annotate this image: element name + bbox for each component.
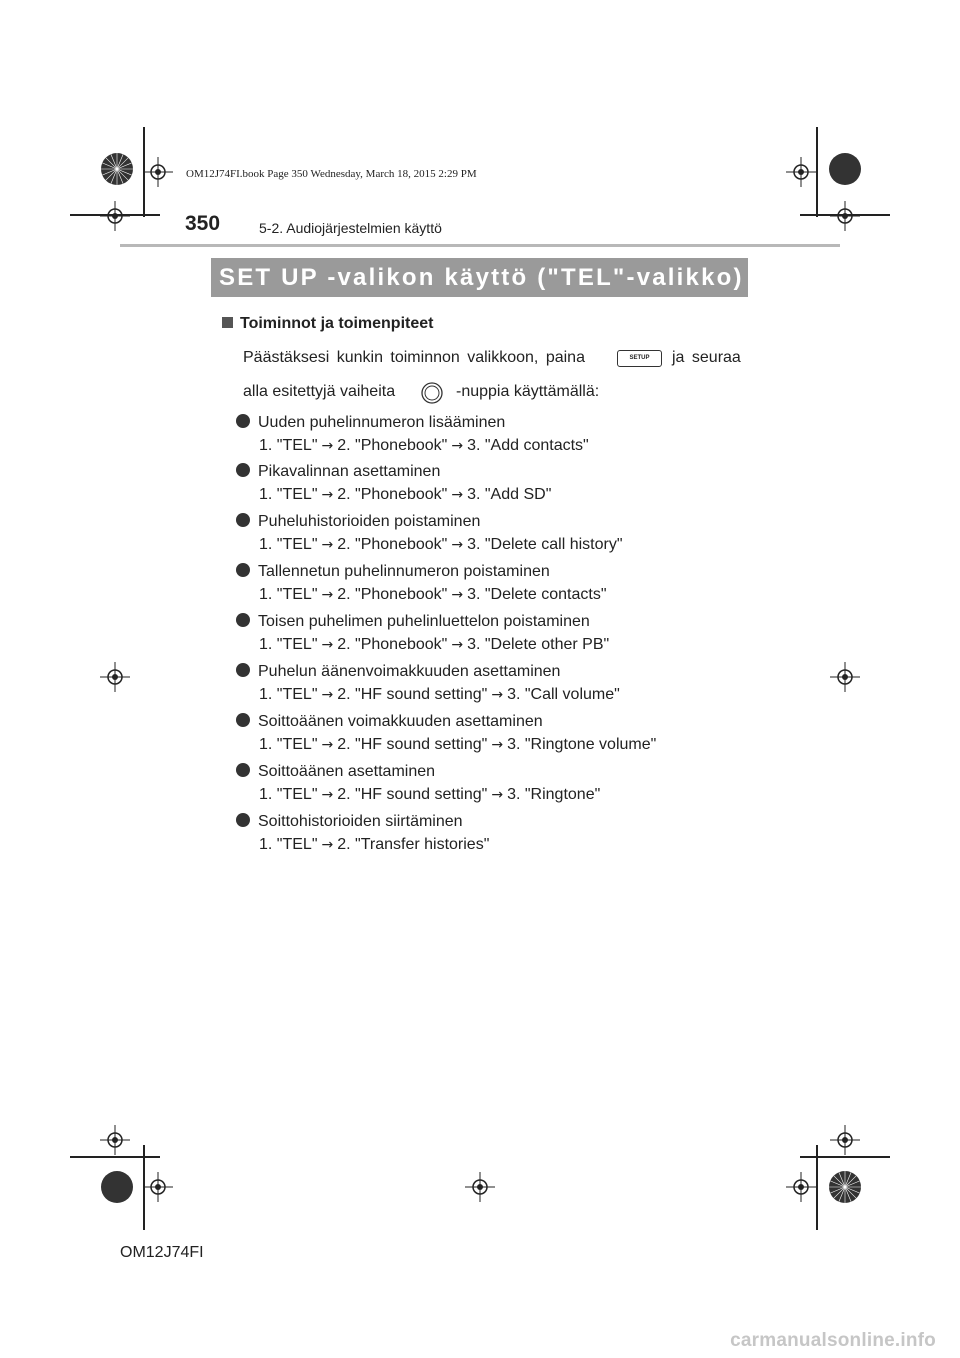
arrow-icon: → (451, 587, 464, 603)
subsection-heading (222, 315, 433, 333)
print-file-info: OM12J74FI.book Page 350 Wednesday, March 18, 2015 2:29 PM (186, 168, 477, 180)
list-item (236, 663, 620, 704)
item-title: Puhelun äänenvoimakkuuden asettaminen (258, 663, 561, 680)
sunburst-mark-bottom-right (828, 1170, 862, 1204)
list-item (236, 513, 623, 554)
registration-mark (100, 201, 130, 231)
item-title: Soittoäänen asettaminen (258, 763, 436, 780)
registration-mark (100, 662, 130, 692)
item-title: Toisen puhelimen puhelinluettelon poistaminen (258, 613, 590, 630)
arrow-icon: → (321, 537, 334, 553)
tune-select-knob-icon (420, 381, 444, 405)
arrow-icon: → (321, 687, 334, 703)
bullet-icon (236, 813, 250, 827)
arrow-icon: → (321, 587, 334, 603)
setup-button-icon: SETUP (617, 350, 662, 367)
item-title: Uuden puhelinnumeron lisääminen (258, 414, 506, 431)
crop-line (800, 1156, 890, 1158)
item-title: Puheluhistorioiden poistaminen (258, 513, 481, 530)
document-code: OM12J74FI (120, 1244, 204, 1261)
menu-path: 1. "TEL" → 2. "HF sound setting" → 3. "Ringtone" (259, 786, 601, 803)
menu-path: 1. "TEL" → 2. "Phonebook" → 3. "Add contacts" (259, 437, 589, 454)
menu-path: 1. "TEL" → 2. "Phonebook" → 3. "Delete other PB" (259, 636, 610, 653)
arrow-icon: → (491, 787, 504, 803)
arrow-icon: → (491, 687, 504, 703)
arrow-icon: → (321, 438, 334, 454)
menu-path: 1. "TEL" → 2. "HF sound setting" → 3. "Ringtone volume" (259, 736, 657, 753)
arrow-icon: → (451, 438, 464, 454)
arrow-icon: → (321, 787, 334, 803)
square-bullet-icon (222, 317, 233, 328)
crop-line (816, 127, 818, 217)
menu-path: 1. "TEL" → 2. "Phonebook" → 3. "Delete contacts" (259, 586, 607, 603)
list-item (236, 763, 600, 804)
bullet-icon (236, 763, 250, 777)
registration-mark (786, 157, 816, 187)
list-item (236, 613, 609, 654)
intro-line-1a: Päästäksesi kunkin toiminnon valikkoon, paina (243, 349, 585, 366)
page-title: SET UP -valikon käyttö ("TEL"-valikko) (219, 264, 744, 291)
registration-mark (143, 157, 173, 187)
list-item (236, 813, 489, 854)
registration-mark (786, 1172, 816, 1202)
arrow-icon: → (491, 737, 504, 753)
page-number: 350 (185, 212, 221, 235)
intro-line-2a: alla esitettyjä vaiheita (243, 383, 396, 400)
bullet-icon (236, 663, 250, 677)
section-title: 5-2. Audiojärjestelmien käyttö (259, 220, 442, 236)
arrow-icon: → (451, 637, 464, 653)
bullet-icon (236, 613, 250, 627)
sunburst-mark-top-right (828, 152, 862, 186)
list-item (236, 414, 589, 455)
registration-mark (143, 1172, 173, 1202)
item-title: Tallennetun puhelinnumeron poistaminen (258, 563, 550, 580)
registration-mark (465, 1172, 495, 1202)
header-rule (120, 244, 840, 247)
menu-path: 1. "TEL" → 2. "Phonebook" → 3. "Delete call history" (259, 536, 623, 553)
subsection-heading-text: Toiminnot ja toimenpiteet (240, 315, 434, 332)
sunburst-mark-bottom-left (100, 1170, 134, 1204)
item-title: Soittoäänen voimakkuuden asettaminen (258, 713, 543, 730)
crop-line (70, 1156, 160, 1158)
list-item (236, 563, 607, 604)
arrow-icon: → (321, 737, 334, 753)
intro-line-2b: -nuppia käyttämällä: (456, 383, 600, 400)
menu-path: 1. "TEL" → 2. "Phonebook" → 3. "Add SD" (259, 486, 552, 503)
arrow-icon: → (321, 487, 334, 503)
sunburst-mark-top-left (100, 152, 134, 186)
arrow-icon: → (451, 537, 464, 553)
registration-mark (830, 662, 860, 692)
registration-mark (830, 201, 860, 231)
list-item (236, 713, 656, 754)
bullet-icon (236, 513, 250, 527)
menu-path: 1. "TEL" → 2. "Transfer histories" (259, 836, 490, 853)
arrow-icon: → (321, 837, 334, 853)
registration-mark (830, 1125, 860, 1155)
bullet-icon (236, 414, 250, 428)
arrow-icon: → (451, 487, 464, 503)
menu-path: 1. "TEL" → 2. "HF sound setting" → 3. "Call volume" (259, 686, 620, 703)
bullet-icon (236, 463, 250, 477)
item-title: Soittohistorioiden siirtäminen (258, 813, 463, 830)
list-item (236, 463, 551, 504)
item-title: Pikavalinnan asettaminen (258, 463, 441, 480)
bullet-icon (236, 713, 250, 727)
bullet-icon (236, 563, 250, 577)
intro-line-1b: ja seuraa (672, 349, 741, 366)
watermark: carmanualsonline.info (730, 1330, 936, 1351)
arrow-icon: → (321, 637, 334, 653)
registration-mark (100, 1125, 130, 1155)
